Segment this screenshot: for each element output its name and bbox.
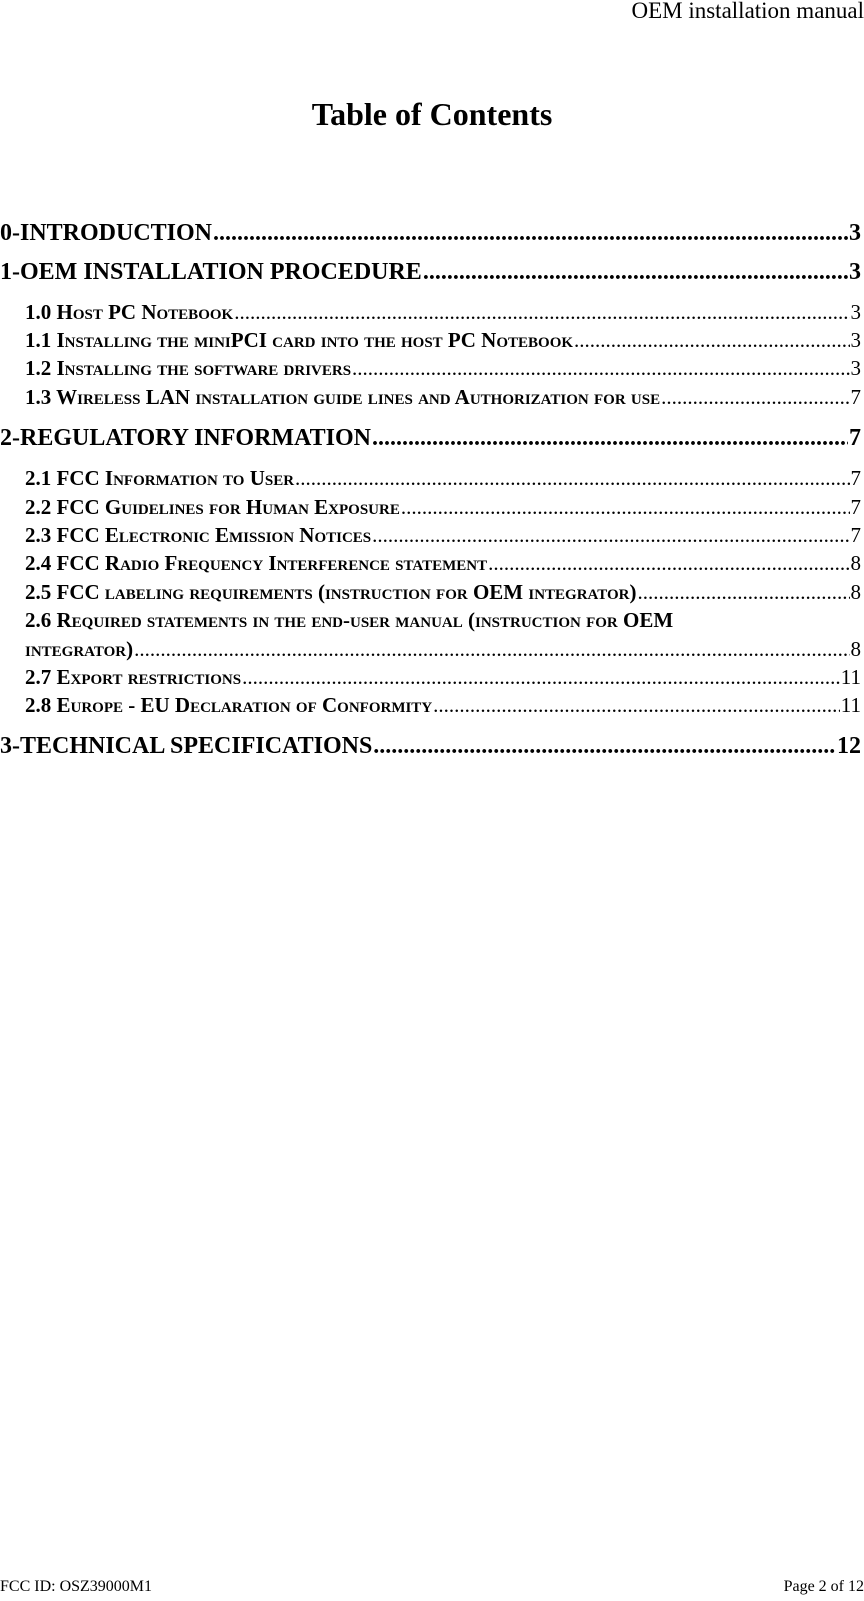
toc-entry-1-2[interactable] xyxy=(25,355,861,381)
toc-entry-2-1[interactable] xyxy=(25,465,861,491)
toc-entry-label: 2.2 FCC Guidelines for Human Exposure xyxy=(25,495,400,519)
toc-dot-leader xyxy=(488,550,849,576)
footer-page-number: Page 2 of 12 xyxy=(783,1578,864,1595)
toc-entry-label: 2.7 Export restrictions xyxy=(25,665,242,689)
toc-entry-label: 1.2 Installing the software drivers xyxy=(25,356,352,380)
toc-dot-leader xyxy=(574,327,849,353)
toc-entry-label: 2.1 FCC Information to User xyxy=(25,466,295,490)
toc-entry-page: 7 xyxy=(849,425,861,451)
toc-entry-label: 2.8 Europe - EU Declaration of Conformity xyxy=(25,693,433,717)
toc-dot-leader xyxy=(352,355,849,381)
toc-entry-2-5[interactable] xyxy=(25,579,861,605)
running-header: OEM installation manual xyxy=(631,0,864,23)
toc-entry-page: 11 xyxy=(840,665,861,689)
toc-dot-leader xyxy=(638,579,850,605)
footer-fcc-id: FCC ID: OSZ39000M1 xyxy=(0,1578,153,1595)
toc-dot-leader xyxy=(423,258,848,286)
toc-entry-technical-specifications[interactable] xyxy=(0,732,861,760)
page-title: Table of Contents xyxy=(311,96,553,132)
toc-entry-label: 2.3 FCC Electronic Emission Notices xyxy=(25,523,372,547)
toc-entry-oem-installation-procedure[interactable] xyxy=(0,258,861,286)
toc-dot-leader xyxy=(134,636,849,662)
toc-dot-leader xyxy=(401,494,850,520)
toc-entry-page: 7 xyxy=(850,495,861,519)
toc-entry-2-7[interactable] xyxy=(25,664,861,690)
toc-entry-page: 3 xyxy=(850,300,861,324)
toc-entry-1-3[interactable] xyxy=(25,384,861,410)
toc-dot-leader xyxy=(213,219,848,247)
toc-entry-label: 2.4 FCC Radio Frequency Interference statement xyxy=(25,551,488,575)
toc-dot-leader xyxy=(373,732,836,760)
toc-entry-page: 3 xyxy=(850,356,861,380)
toc-entry-page: 7 xyxy=(850,385,861,409)
toc-entry-2-2[interactable] xyxy=(25,494,861,520)
toc-dot-leader xyxy=(372,522,849,548)
toc-entry-label: 2-REGULATORY INFORMATION xyxy=(0,425,371,451)
toc-entry-page: 3 xyxy=(850,328,861,352)
toc-entry-2-3[interactable] xyxy=(25,522,861,548)
toc-dot-leader xyxy=(295,465,849,491)
toc-entry-page: 8 xyxy=(850,551,861,575)
toc-dot-leader xyxy=(372,424,848,452)
toc-entry-label: 0-INTRODUCTION xyxy=(0,220,213,246)
toc-entry-label: 3-TECHNICAL SPECIFICATIONS xyxy=(0,733,373,759)
toc-entry-page: 8 xyxy=(850,580,861,604)
toc-entry-regulatory-information[interactable] xyxy=(0,424,861,452)
toc-entry-1-1[interactable] xyxy=(25,327,861,353)
toc-entry-2-6-first-line[interactable]: 2.6 Required statements in the end-user manual (instruction for OEM xyxy=(25,608,674,632)
toc-entry-page: 8 xyxy=(850,637,861,661)
toc-entry-label-continued: integrator) xyxy=(25,637,134,661)
toc-entry-2-4[interactable] xyxy=(25,550,861,576)
toc-dot-leader xyxy=(242,664,840,690)
toc-dot-leader xyxy=(433,692,840,718)
toc-entry-2-6[interactable] xyxy=(25,636,861,662)
toc-entry-label: 1.3 Wireless LAN installation guide lines and Authorization for use xyxy=(25,385,661,409)
toc-entry-label: 1.0 Host PC Notebook xyxy=(25,300,234,324)
toc-entry-page: 3 xyxy=(849,220,861,246)
toc-entry-label: 2.5 FCC labeling requirements (instruction for OEM integrator) xyxy=(25,580,637,604)
toc-entry-label: 1-OEM INSTALLATION PROCEDURE xyxy=(0,259,422,285)
toc-entry-page: 7 xyxy=(850,466,861,490)
toc-entry-page: 3 xyxy=(849,259,861,285)
toc-entry-page: 7 xyxy=(850,523,861,547)
toc-dot-leader xyxy=(234,299,849,325)
toc-entry-1-0[interactable] xyxy=(25,299,861,325)
toc-entry-label: 1.1 Installing the miniPCI card into the host PC Notebook xyxy=(25,328,574,352)
toc-entry-page: 12 xyxy=(837,733,861,759)
toc-entry-introduction[interactable] xyxy=(0,219,861,247)
toc-dot-leader xyxy=(661,384,849,410)
toc-entry-2-8[interactable] xyxy=(25,692,861,718)
toc-entry-page: 11 xyxy=(840,693,861,717)
